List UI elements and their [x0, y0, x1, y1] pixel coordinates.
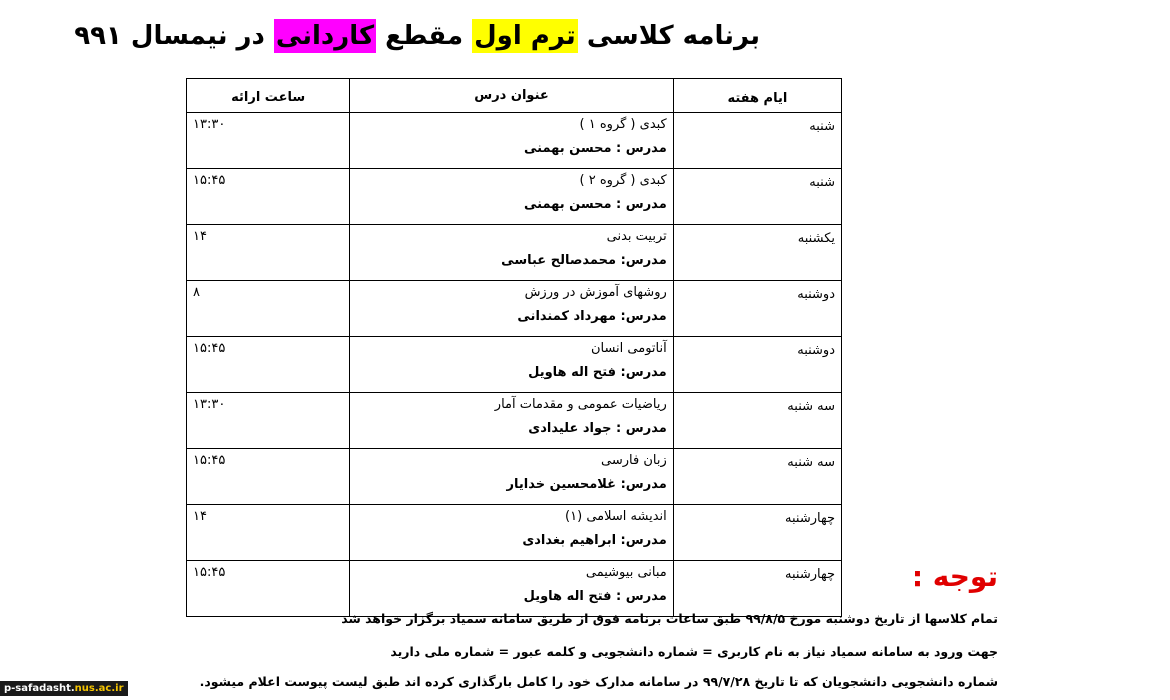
- cell-course: [350, 225, 673, 281]
- notice-title: توجه :: [911, 560, 998, 593]
- cell-time: ۱۵:۴۵: [187, 337, 350, 393]
- course-teacher: مدرس: غلامحسین خدایار: [506, 477, 667, 492]
- cell-time: ۱۵:۴۵: [187, 449, 350, 505]
- course-name: آناتومی انسان: [590, 341, 667, 356]
- table-row: [187, 393, 842, 449]
- table-header-row: [187, 79, 842, 113]
- course-teacher: مدرس: ابراهیم بغدادی: [522, 533, 667, 548]
- course-teacher: مدرس : محسن بهمنی: [524, 197, 667, 212]
- cell-day: شنبه: [673, 113, 841, 169]
- cell-time: ۱۳:۳۰: [187, 393, 350, 449]
- cell-day: دوشنبه: [673, 281, 841, 337]
- course-name: مبانی بیوشیمی: [585, 565, 667, 580]
- course-teacher: مدرس : محسن بهمنی: [524, 141, 667, 156]
- cell-time: ۱۴: [187, 225, 350, 281]
- table-row: [187, 337, 842, 393]
- course-name: روشهای آموزش در ورزش: [524, 285, 667, 300]
- course-name: کبدی ( گروه ۲ ): [579, 173, 667, 188]
- title-highlight-term: ترم اول: [474, 21, 576, 51]
- cell-time: ۱۵:۴۵: [187, 561, 350, 617]
- header-day: ایام هفته: [673, 79, 841, 113]
- course-name: کبدی ( گروه ۱ ): [579, 117, 667, 132]
- table-row: [187, 505, 842, 561]
- course-name: زبان فارسی: [601, 453, 667, 468]
- page-title: [74, 14, 760, 58]
- course-teacher: مدرس : جواد علیدادی: [528, 421, 667, 436]
- notice-line-2: جهت ورود به سامانه سمیاد نیاز به نام کاربری = شماره دانشجویی و کلمه عبور = شماره ملی دارید: [390, 644, 998, 659]
- cell-day: یکشنبه: [673, 225, 841, 281]
- table-row: [187, 225, 842, 281]
- cell-day: شنبه: [673, 169, 841, 225]
- cell-time: ۱۳:۳۰: [187, 113, 350, 169]
- course-name: اندیشه اسلامی (۱): [565, 509, 667, 524]
- cell-course: [350, 281, 673, 337]
- notice-line-1: تمام کلاسها از تاریخ دوشنبه مورخ ۹۹/۸/۵ طبق ساعات برنامه فوق از طریق سامانه سمیاد برگزار خواهد شد: [341, 611, 998, 626]
- title-part2: مقطع: [385, 21, 464, 51]
- title-highlight-degree: کاردانی: [275, 21, 375, 51]
- table-row: [187, 281, 842, 337]
- table-row: [187, 169, 842, 225]
- cell-course: [350, 113, 673, 169]
- cell-course: [350, 393, 673, 449]
- table-row: [187, 449, 842, 505]
- title-part3: در نیمسال ۹۹۱: [74, 21, 265, 51]
- cell-course: [350, 337, 673, 393]
- cell-day: دوشنبه: [673, 337, 841, 393]
- table-row: [187, 113, 842, 169]
- title-part1: برنامه کلاسی: [586, 21, 760, 51]
- cell-day: سه شنبه: [673, 449, 841, 505]
- watermark-prefix: p-safadasht.: [4, 683, 75, 694]
- course-teacher: مدرس: محمدصالح عباسی: [501, 253, 667, 268]
- cell-course: [350, 505, 673, 561]
- cell-day: چهارشنبه: [673, 561, 841, 617]
- cell-time: ۸: [187, 281, 350, 337]
- course-teacher: مدرس : فتح اله هاویل: [523, 589, 667, 604]
- notice-line-3: شماره دانشجویی دانشجویان که تا تاریخ ۹۹/۷/۲۸ در سامانه مدارک خود را کامل بارگذاری کرده اند طبق لیست پیوست اعلام میشود.: [199, 674, 998, 689]
- cell-day: سه شنبه: [673, 393, 841, 449]
- site-watermark: [0, 681, 128, 696]
- watermark-domain: nus.ac.ir: [74, 683, 124, 694]
- table-row: [187, 561, 842, 617]
- cell-course: [350, 561, 673, 617]
- cell-time: ۱۵:۴۵: [187, 169, 350, 225]
- course-name: ریاضیات عمومی و مقدمات آمار: [494, 397, 667, 412]
- header-time: ساعت ارائه: [187, 79, 350, 113]
- course-teacher: مدرس: مهرداد کمندانی: [517, 309, 667, 324]
- cell-course: [350, 449, 673, 505]
- course-name: تربیت بدنی: [606, 229, 667, 244]
- cell-course: [350, 169, 673, 225]
- schedule-table: [186, 78, 842, 617]
- cell-time: ۱۴: [187, 505, 350, 561]
- cell-day: چهارشنبه: [673, 505, 841, 561]
- header-course: عنوان درس: [350, 79, 673, 113]
- course-teacher: مدرس: فتح اله هاویل: [528, 365, 667, 380]
